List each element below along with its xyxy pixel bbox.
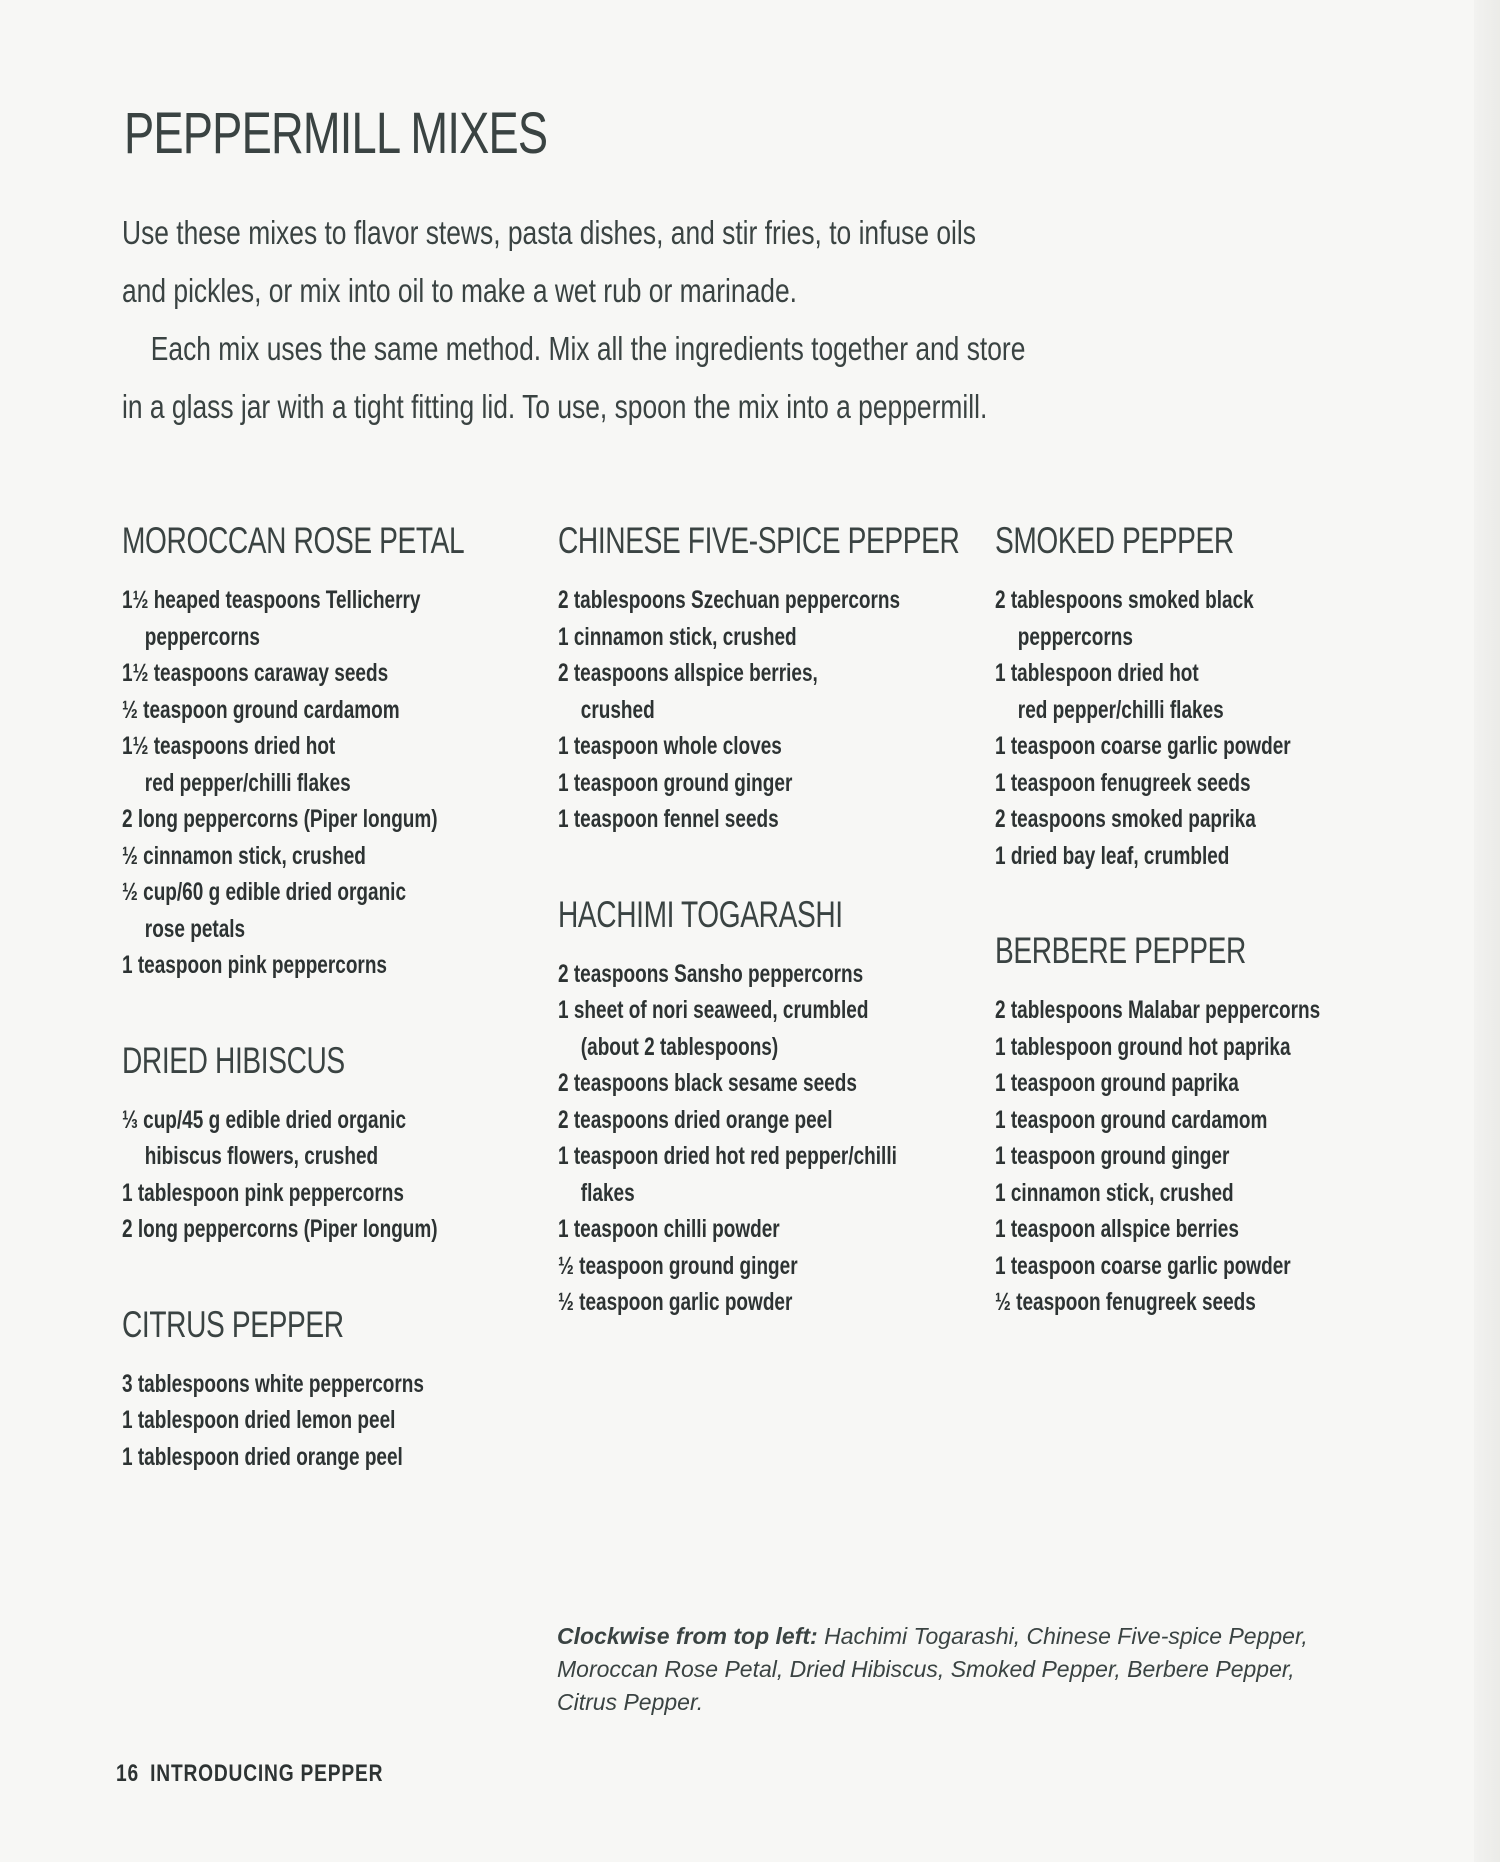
ingredient-line: 2 long peppercorns (Piper longum) [122, 805, 438, 833]
intro-line: Use these mixes to flavor stews, pasta dishes, and stir fries, to infuse oils [122, 214, 976, 251]
ingredient-line: rose petals [144, 914, 246, 943]
ingredient-line: 1 teaspoon coarse garlic powder [995, 732, 1291, 760]
ingredient-line: 1 teaspoon coarse garlic powder [995, 1251, 1291, 1280]
recipe-column-left [122, 520, 572, 1475]
recipe-smoked-pepper [995, 520, 1423, 874]
intro-line: Each mix uses the same method. Mix all the ingredients together and store [150, 330, 1026, 367]
ingredient-line: 2 tablespoons Szechuan peppercorns [558, 586, 901, 614]
intro-line: and pickles, or mix into oil to make a wet rub or marinade. [122, 272, 797, 309]
ingredient-line: 1 teaspoon ground paprika [995, 1069, 1239, 1097]
recipe-title: BERBERE PEPPER [995, 930, 1246, 971]
ingredient-line: 1 teaspoon pink peppercorns [122, 951, 388, 979]
ingredient-line: 1 sheet of nori seaweed, crumbled [558, 996, 869, 1024]
ingredient-line: 3 tablespoons white peppercorns [122, 1369, 424, 1398]
ingredient-line: 1 teaspoon allspice berries [995, 1215, 1239, 1243]
ingredient-line: 1 teaspoon dried hot red pepper/chilli [558, 1142, 897, 1170]
recipe-citrus-pepper [122, 1304, 572, 1476]
ingredient-line: 1 tablespoon dried lemon peel [122, 1406, 396, 1434]
ingredient-list [995, 582, 1423, 874]
ingredient-line: ½ cinnamon stick, crushed [122, 841, 366, 870]
recipe-berbere-pepper [995, 930, 1423, 1321]
ingredient-line: flakes [580, 1178, 635, 1207]
ingredient-line: 1 teaspoon ground cardamom [995, 1105, 1268, 1134]
ingredient-line: 1 dried bay leaf, crumbled [995, 841, 1230, 870]
ingredient-line: 2 teaspoons dried orange peel [558, 1105, 833, 1134]
ingredient-line: 2 tablespoons smoked black [995, 586, 1254, 614]
ingredient-line: 2 teaspoons black sesame seeds [558, 1069, 857, 1097]
ingredient-line: (about 2 tablespoons) [580, 1032, 779, 1061]
ingredient-list [995, 992, 1423, 1321]
recipe-title: CITRUS PEPPER [122, 1303, 344, 1345]
ingredient-line: 1 tablespoon dried orange peel [122, 1442, 403, 1471]
ingredient-line: ½ teaspoon ground ginger [558, 1251, 798, 1280]
ingredient-line: 1½ heaped teaspoons Tellicherry [122, 586, 421, 614]
ingredient-line: 1 tablespoon ground hot paprika [995, 1032, 1291, 1061]
ingredient-line: 1 teaspoon ground ginger [995, 1142, 1230, 1170]
recipe-title: CHINESE FIVE-SPICE PEPPER [558, 520, 960, 561]
ingredient-line: peppercorns [144, 622, 260, 651]
ingredient-line: 1 teaspoon fenugreek seeds [995, 768, 1251, 797]
recipe-title: HACHIMI TOGARASHI [558, 893, 843, 935]
ingredient-list [122, 1366, 572, 1476]
ingredient-line: 2 teaspoons smoked paprika [995, 805, 1256, 833]
ingredient-line: 1 cinnamon stick, crushed [558, 622, 797, 651]
recipe-title: DRIED HIBISCUS [122, 1039, 345, 1081]
ingredient-line: 1 teaspoon fennel seeds [558, 805, 779, 833]
ingredient-line: 1 teaspoon whole cloves [558, 732, 782, 760]
caption-text: Hachimi Togarashi, Chinese Five-spice Pepper, Moroccan Rose Petal, Dried Hibiscus, Smoked Pepper, Berbere Pepper, Citrus Pepper. [557, 1623, 1308, 1715]
intro-line: in a glass jar with a tight fitting lid. To use, spoon the mix into a peppermill. [122, 388, 988, 425]
ingredient-line: peppercorns [1017, 622, 1133, 651]
ingredient-line: 1 cinnamon stick, crushed [995, 1178, 1234, 1207]
page-title: PEPPERMILL MIXES [124, 101, 548, 166]
recipe-title: SMOKED PEPPER [995, 520, 1234, 561]
ingredient-line: 1½ teaspoons dried hot [122, 732, 336, 760]
ingredient-line: 2 teaspoons allspice berries, [558, 659, 818, 687]
section-name: INTRODUCING PEPPER [150, 1760, 384, 1787]
ingredient-line: ½ teaspoon ground cardamom [122, 695, 400, 724]
recipe-column-right [995, 520, 1423, 1321]
ingredient-line: ⅓ cup/45 g edible dried organic [122, 1105, 407, 1134]
ingredient-line: 2 tablespoons Malabar peppercorns [995, 996, 1321, 1024]
ingredient-line: 1 teaspoon chilli powder [558, 1215, 780, 1243]
ingredient-list [122, 582, 572, 984]
ingredient-line: ½ teaspoon garlic powder [558, 1288, 793, 1316]
ingredient-line: 1 teaspoon ground ginger [558, 768, 793, 797]
ingredient-line: crushed [580, 695, 655, 724]
ingredient-list [122, 1102, 572, 1248]
photo-caption [557, 1620, 1317, 1719]
ingredient-line: 2 long peppercorns (Piper longum) [122, 1215, 438, 1243]
ingredient-line: ½ teaspoon fenugreek seeds [995, 1288, 1256, 1316]
ingredient-line: ½ cup/60 g edible dried organic [122, 878, 407, 906]
recipe-title: MOROCCAN ROSE PETAL [122, 520, 465, 561]
ingredient-line: red pepper/chilli flakes [1017, 695, 1224, 724]
recipe-moroccan-rose-petal [122, 520, 572, 984]
ingredient-line: hibiscus flowers, crushed [144, 1142, 379, 1170]
ingredient-line: 1½ teaspoons caraway seeds [122, 659, 389, 687]
ingredient-line: red pepper/chilli flakes [144, 768, 351, 797]
recipe-dried-hibiscus [122, 1040, 572, 1248]
page-edge [1474, 0, 1500, 1862]
ingredient-line: 2 teaspoons Sansho peppercorns [558, 959, 864, 988]
caption-lead: Clockwise from top left: [557, 1623, 818, 1649]
page-number: 16 [116, 1760, 139, 1787]
page-footer [116, 1760, 383, 1788]
ingredient-line: 1 tablespoon pink peppercorns [122, 1178, 404, 1207]
intro-paragraph [122, 204, 1114, 436]
ingredient-line: 1 tablespoon dried hot [995, 659, 1199, 687]
